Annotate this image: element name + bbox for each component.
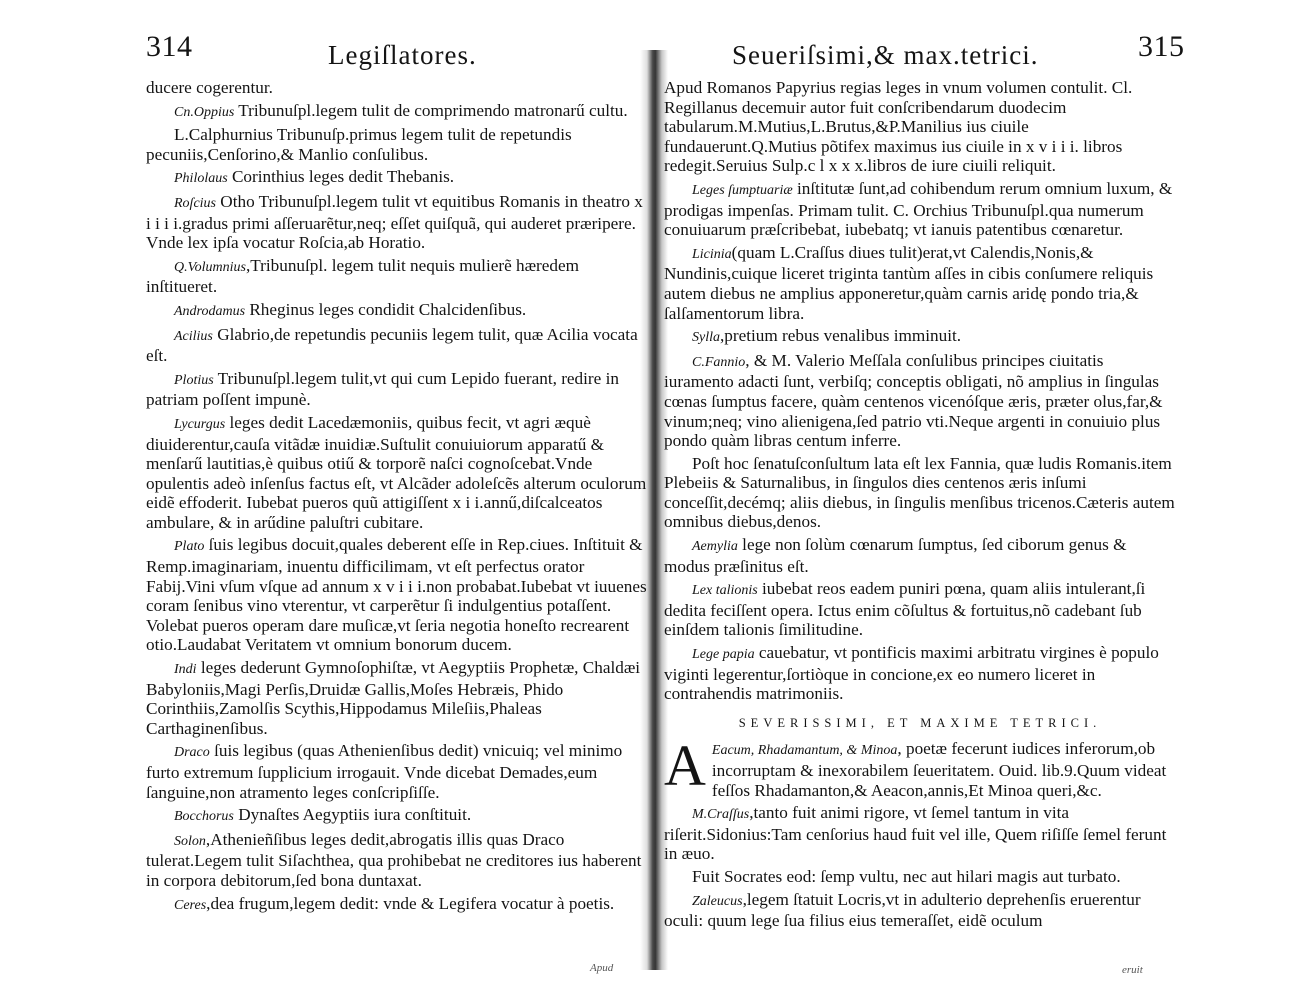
paragraph-name: Lycurgus xyxy=(174,416,226,432)
paragraph xyxy=(664,243,1176,323)
paragraph-text: Rheginus leges condidit Chalcidenſibus. xyxy=(245,299,527,319)
paragraph xyxy=(146,192,648,253)
paragraph-name: Zaleucus xyxy=(692,893,743,909)
paragraph xyxy=(146,167,648,189)
paragraph-text: Otho Tribunuſpl.legem tulit vt equitibus Romanis in theatro x i i i i.gradus primi aſſeruarẽtur,neq; eſſet quiſquã, qui auderet præripere. Vnde lex ipſa vocatur Roſcia,ab Horatio. xyxy=(146,191,643,253)
paragraph-name: Plato xyxy=(174,539,205,555)
paragraph xyxy=(664,803,1176,864)
paragraph xyxy=(146,125,648,164)
paragraph-name: Lege papia xyxy=(692,647,755,663)
paragraph-text: lege non ſolùm cœnarum ſumptus, ſed ciborum genus & modus præſinitus eſt. xyxy=(664,535,1127,576)
paragraph xyxy=(146,325,648,366)
paragraph-text: , poetæ fecerunt iudices inferorum,ob incorruptam & inexorabilem ſeueritatem. Ouid. lib.9.Quum videat feſſos Rhadamanton,& Aeacon,annis,Et Minoa queri,&c. xyxy=(711,739,1167,800)
paragraph-name: Sylla xyxy=(692,330,720,346)
paragraph xyxy=(146,300,648,322)
section-heading: SEVERISSIMI, ET MAXIME TETRICI. xyxy=(738,715,1102,730)
paragraph xyxy=(146,535,648,655)
paragraph-name: Indi xyxy=(174,662,197,678)
paragraph-text: Apud Romanos Papyrius regias leges in vnum volumen contulit. Cl. Regillanus decemuir autor fuit conſcribendarum duodecim tabularum.M.Mutius,L.Brutus,&P.Manilius ius ciuile fundauerunt.Q.Mutius põtifex maximus ius ciuile in x v i i i. libros redegit.Seruius Sulp.c l x x x.libros de iure ciuili reliquit. xyxy=(664,78,1133,176)
paragraph-name: Eacum, Rhadamantum, & Minoa xyxy=(711,743,898,759)
paragraph-name: Plotius xyxy=(174,372,214,388)
paragraph-text: ,tanto fuit animi rigore, vt ſemel tantum in vita riſerit.Sidonius:Tam cenſorius haud fuit vel ille, Quem riſiſſe ſemel ferunt in æuo. xyxy=(664,803,1167,864)
paragraph-name: Licinia xyxy=(692,246,732,262)
paragraph xyxy=(146,658,648,738)
left-catchword: Apud xyxy=(590,962,614,974)
paragraph-name: Androdamus xyxy=(174,303,246,319)
paragraph-text: ,dea frugum,legem dedit: vnde & Legifera vocatur à poetis. xyxy=(206,893,615,913)
left-page-number: 314 xyxy=(146,30,193,63)
paragraph xyxy=(664,890,1176,931)
paragraph-text: ,pretium rebus venalibus imminuit. xyxy=(720,326,962,346)
right-page xyxy=(652,0,1304,1000)
paragraph xyxy=(664,867,1176,887)
paragraph-text: Dynaſtes Aegyptiis iura conſtituit. xyxy=(233,805,472,825)
paragraph xyxy=(146,101,648,123)
paragraph-name: Cn.Oppius xyxy=(174,104,235,120)
paragraph-text: ,Athenieñſibus leges dedit,abrogatis illis quas Draco tulerat.Legem tulit Siſachthea, qua prohibebat ne creditores ius haberent in corpora debitorum,ſed bona duntaxat. xyxy=(146,829,642,890)
paragraph xyxy=(664,78,1176,176)
paragraph xyxy=(146,830,648,891)
paragraph-name: Q.Volumnius xyxy=(174,259,246,275)
paragraph xyxy=(664,326,1176,348)
paragraph-text: ,legem ſtatuit Locris,vt in adulterio deprehenſis eruerentur oculi: quum lege ſua filius eius temeraſſet, eidẽ oculum xyxy=(664,889,1141,931)
paragraph xyxy=(146,78,648,98)
paragraph xyxy=(664,643,1176,704)
paragraph-text: cauebatur, vt pontificis maximi arbitratu virgines è populo viginti legerentur,ſortiòque in concione,ex eo numero liceret in contrahendis matrimoniis. xyxy=(664,643,1159,704)
right-page-body xyxy=(664,78,1176,934)
paragraph-name: C.Fannio xyxy=(692,354,746,370)
left-page-body xyxy=(146,78,648,918)
left-running-head: Legiſlatores. xyxy=(328,40,477,70)
right-page-number: 315 xyxy=(1138,30,1185,63)
paragraph xyxy=(664,579,1176,640)
paragraph-text: L.Calphurnius Tribunuſp.primus legem tulit de repetundis pecuniis,Cenſorino,& Manlio conſulibus. xyxy=(146,125,572,164)
paragraph-text: Glabrio,de repetundis pecuniis legem tulit, quæ Acilia vocata eſt. xyxy=(146,324,638,366)
paragraph xyxy=(146,741,648,802)
paragraph-text: ſuis legibus docuit,quales deberent eſſe in Rep.ciues. Inſtituit & Remp.imaginariam, inuentu difficilimam, vt eſt perfectus orator Fabij.Vini vſum vſque ad annum x v i i i.non probabat.Iubebat vt iuuenes coram ſenibus vino vterentur, vt carperẽtur ſi indulgentius potaſſent. Volebat pueros operam dare muſicæ,vt ſeria negotia honeſto recrearent otio.Laudabat Veritatem vt omnium bonorum ducem. xyxy=(146,535,647,655)
paragraph xyxy=(146,256,648,297)
paragraph-name: M.Craſſus xyxy=(692,807,750,823)
paragraph-text: Tribunuſpl.legem tulit,vt qui cum Lepido fuerant, redire in patriam poſſent impunè. xyxy=(146,368,619,410)
paragraph-name: Acilius xyxy=(174,328,213,344)
paragraph-name: Draco xyxy=(174,745,210,761)
paragraph xyxy=(664,179,1176,240)
paragraph-text: ducere cogerentur. xyxy=(146,78,273,97)
paragraph-name: Philolaus xyxy=(174,171,228,187)
paragraph-text: , & M. Valerio Meſſala conſulibus principes ciuitatis iuramento adacti ſunt, verbiſq; conceptis obligati, nõ amplius in ſingulas cœnas ſumptus facere, quàm centenos vicenóſque æris, præter olus,far,& vinum;neq; vino alienigena,ſed patrio vti.Neque argenti in conuiuio plus pondo quàm libras centum inferre. xyxy=(664,350,1163,451)
paragraph-text: leges dederunt Gymnoſophiſtæ, vt Aegyptiis Prophetæ, Chaldæi Babyloniis,Magi Perſis,Druidæ Gallis,Moſes Hebræis, Phido Corinthiis,Zamolſis Scythis,Hippodamus Mileſiis,Phaleas Carthaginenſibus. xyxy=(146,658,641,738)
paragraph xyxy=(664,454,1176,532)
paragraph-text: Corinthius leges dedit Thebanis. xyxy=(227,167,455,187)
paragraph xyxy=(146,894,648,916)
paragraph-name: Lex talionis xyxy=(692,583,758,599)
paragraph xyxy=(664,351,1176,451)
paragraph-name: Solon xyxy=(174,833,206,849)
paragraph-text: (quam L.Craſſus diues tulit)erat,vt Calendis,Nonis,& Nundinis,cuique liceret triginta tantùm aſſes in cibis conſumere reliquis autem diebus ne amplius apponeretur,quàm carnis aridę pondo tria,& ſalſamentorum libra. xyxy=(664,242,1154,323)
paragraph-text: Tribunuſpl.legem tulit de comprimendo matronarű cultu. xyxy=(234,100,628,120)
drop-capital: A xyxy=(664,733,706,799)
paragraph-name: Ceres xyxy=(174,897,207,913)
paragraph-text: ,Tribunuſpl. legem tulit nequis mulierẽ hæredem inſtitueret. xyxy=(146,255,580,297)
paragraph-text: iubebat reos eadem puniri pœna, quam aliis intulerant,ſi dedita feciſſent opera. Ictus enim cõſultus & fortuitus,nõ cadebant ſub einſdem talionis ſimilitudine. xyxy=(664,579,1146,640)
paragraph xyxy=(664,535,1176,576)
paragraph-text: inſtitutæ ſunt,ad cohibendum rerum omnium luxum, & prodigas impenſas. Primam tulit. C. Orchius Tribunuſpl.qua numerum conuiuarum præſcribebat, iubebatq; vt ianuis patentibus cœnaretur. xyxy=(664,178,1173,240)
right-paragraph-list xyxy=(664,78,1176,704)
paragraph xyxy=(146,369,648,410)
paragraph xyxy=(146,413,648,533)
paragraph xyxy=(664,733,1176,800)
section-paragraph-list xyxy=(664,733,1176,931)
paragraph-text: Poſt hoc ſenatuſconſultum lata eſt lex Fannia, quæ ludis Romanis.item Plebeiis & Saturnalibus, in ſingulos dies centenos æris inſumi conceſſit,decémq; aliis diebus, in ſingulis menſibus tricenos.Cæteris autem omnibus diebus,denos. xyxy=(664,453,1175,532)
paragraph-name: Aemylia xyxy=(692,539,738,555)
paragraph-name: Leges ſumptuariæ xyxy=(692,182,793,198)
paragraph-text: leges dedit Lacedæmoniis, quibus fecit, vt agri æquè diuiderentur,cauſa vitãdæ inuidiæ.Suſtulit conuiuiorum apparatű & menſarű lautitias,è quibus otiű & torporẽ naſci cognoſcebat.Vnde opulentis adeò inſenſus factus eſt, vt Alcãder adoleſcẽs alterum oculorum eidẽ effoderit. Iubebat pueros quũ attigiſſent x i i.annű,diſcalceatos ambulare, & in arűdine paluſtri cubitare. xyxy=(146,412,647,532)
paragraph xyxy=(146,805,648,827)
paragraph-name: Bocchorus xyxy=(174,809,234,825)
paragraph-name: Roſcius xyxy=(174,195,216,211)
right-catchword: eruit xyxy=(1122,964,1143,976)
right-running-head: Seueriſsimi,& max.tetrici. xyxy=(732,40,1039,70)
paragraph-text: Fuit Socrates eod: ſemp vultu, nec aut hilari magis aut turbato. xyxy=(692,866,1121,886)
paragraph-text: ſuis legibus (quas Athenienſibus dedit) vnicuiq; vel minimo furto extremum ſupplicium irrogauit. Vnde dicebat Demades,eum ſanguine,non atramento leges conſcripſiſſe. xyxy=(146,741,623,802)
